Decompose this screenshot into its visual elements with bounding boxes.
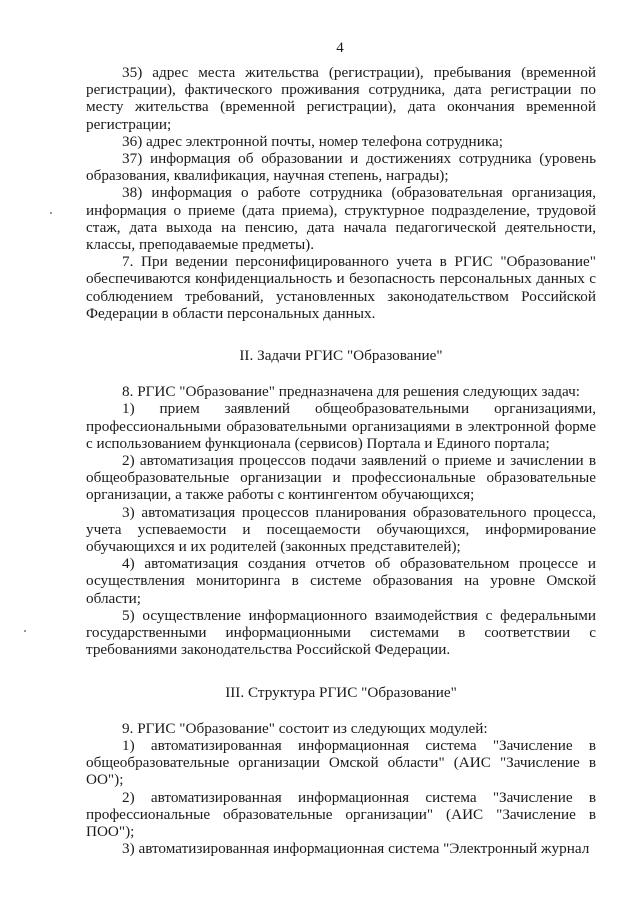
list-item: 1) прием заявлений общеобразовательными организациями, профессиональными образовательными организациями в электронной форме с использованием функционала (сервисов) Портала и Единого портала; — [86, 400, 596, 452]
paragraph: 7. При ведении персонифицированного учета в РГИС "Образование" обеспечиваются конфиденциальность и безопасность персональных данных с соблюдением требований, установленных законодательством Российской Федерации в области персональных данных. — [86, 253, 596, 322]
paragraph: 8. РГИС "Образование" предназначена для решения следующих задач: — [122, 383, 581, 401]
scan-speck — [50, 212, 52, 214]
list-item: 37) информация об образовании и достижениях сотрудника (уровень образования, квалификация, научная степень, награды); — [86, 150, 596, 185]
page-number: 4 — [336, 40, 344, 56]
list-item: 2) автоматизированная информационная система "Зачисление в профессиональные образовательные организации" (АИС "Зачисление в ПОО"); — [86, 788, 596, 840]
scan-speck — [24, 630, 26, 632]
list-item: 1) автоматизированная информационная система "Зачисление в общеобразовательные организации Омской области" (АИС "Зачисление в ОО"); — [86, 736, 596, 789]
section-heading: III. Структура РГИС "Образование" — [225, 683, 457, 701]
list-item: 36) адрес электронной почты, номер телефона сотрудника; — [122, 132, 503, 150]
list-item: 3) автоматизированная информационная система "Электронный журнал — [122, 840, 590, 858]
list-item: 3) автоматизация процессов планирования образовательного процесса, учета успеваемости и посещаемости обучающихся, информирование обучающихся и их родителей (законных представителей); — [86, 503, 596, 556]
list-item: 2) автоматизация процессов подачи заявлений о приеме и зачислении в общеобразовательные организации и профессиональные образовательные организации, а также работы с контингентом обучающихся; — [86, 452, 596, 504]
list-item: 38) информация о работе сотрудника (образовательная организация, информация о приеме (дата приема), структурное подразделение, трудовой стаж, дата выхода на пенсию, дата начала педагогической деятельности, классы, преподаваемые предметы). — [86, 184, 596, 254]
section-heading: II. Задачи РГИС "Образование" — [239, 347, 443, 365]
paragraph: 9. РГИС "Образование" состоит из следующих модулей: — [122, 719, 488, 737]
list-item: 4) автоматизация создания отчетов об образовательном процессе и осуществления мониторинга в системе образования на уровне Омской области; — [86, 555, 596, 607]
list-item: 35) адрес места жительства (регистрации), пребывания (временной регистрации), фактического проживания сотрудника, дата регистрации по месту жительства (временной регистрации), дата окончания временной регистрации; — [86, 64, 596, 133]
document-body — [86, 64, 596, 857]
list-item: 5) осуществление информационного взаимодействия с федеральными государственными информационными системами в соответствии с требованиями законодательства Российской Федерации. — [86, 606, 596, 659]
